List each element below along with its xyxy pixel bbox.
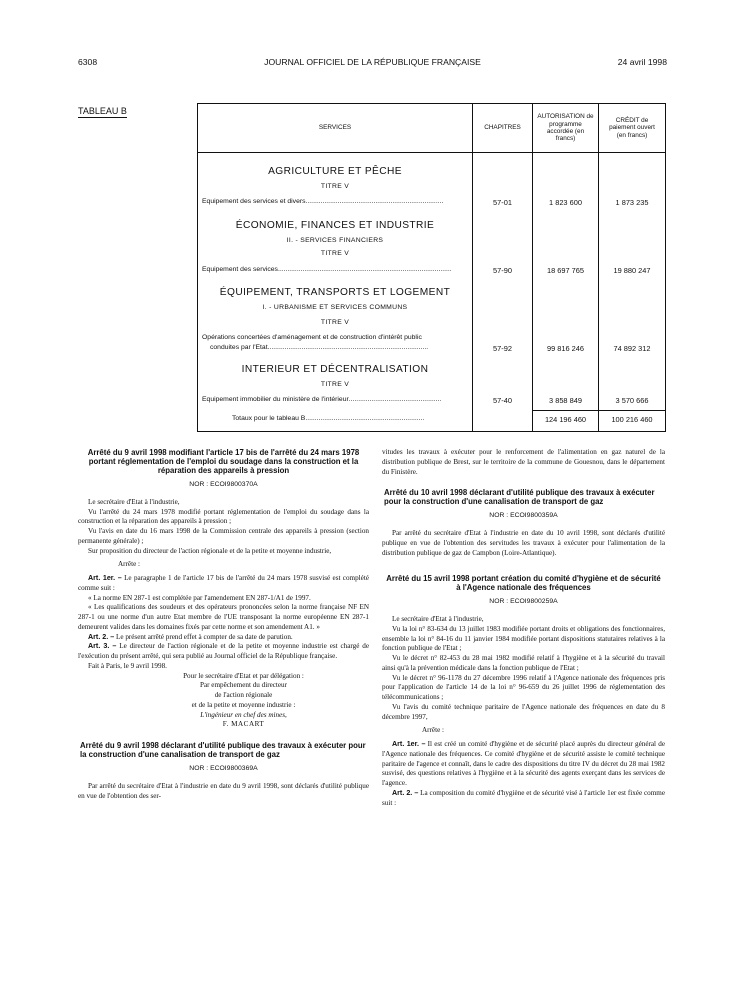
article: Art. 2. – La composition du comité d'hygiène et de sécurité visé à l'article 1er est fixée comme suit : — [382, 788, 665, 807]
row-label: Opérations concertées d'aménagement et de construction d'intérêt public — [202, 334, 422, 341]
signatory-name: F. MACART — [222, 720, 265, 729]
totals-label: Totaux pour le tableau B............................................................... — [232, 415, 425, 422]
row-credit: 19 880 247 — [613, 266, 651, 275]
article: Art. 1er. – Il est créé un comité d'hygiène et de sécurité placé auprès du directeur général de l'Agence nationale des fréquences. Ce comité d'hygiène et de sécurité assiste le comité technique paritaire de l'agence et connaît, dans le cadre des dispositions du titre IV du décret du 28 mai 1982 susvisé, des questions relatives à l'hygiène et à la sécurité des agents exerçant dans les services de l'agence. — [382, 740, 665, 787]
paragraph: Vu la loi n° 83-634 du 13 juillet 1983 modifiée portant droits et obligations des fonctionnaires, ensemble la loi n° 84-16 du 11 janvier 1984 modifiée portant dispositions statutaires relatives à la fonction publique de l'Etat ; — [382, 624, 665, 653]
paragraph: Par arrêté du secrétaire d'Etat à l'industrie en date du 9 avril 1998, sont déclarés d'utilité publique en vue de l'obtention des ser- — [78, 781, 369, 800]
paragraph: Vu le décret n° 96-1178 du 27 décembre 1996 relatif à l'Agence nationale des fréquences pris pour l'application de l'article 14 de la loi n° 96-659 du 26 juillet 1996 de réglementation des télécommunications ; — [382, 673, 665, 701]
signature-line: Par empêchement du directeur — [199, 681, 288, 690]
paragraph: Vu l'avis du comité technique paritaire de l'Agence nationale des fréquences en date du 8 décembre 1997, — [382, 702, 665, 721]
nor-reference: NOR : ECOI9800370A — [189, 481, 258, 488]
row-credit: 74 892 312 — [613, 344, 651, 353]
article: Art. 3. – Le directeur de l'action régionale et de la petite et moyenne industrie est chargé de l'exécution du présent arrêté, qui sera publié au Journal officiel de la République française. — [78, 642, 369, 660]
row-autorisation: 1 823 600 — [549, 198, 582, 207]
decree-title: Arrêté du 9 avril 1998 modifiant l'article 17 bis de l'arrêté du 24 mars 1978 portant réglementation de l'emploi du soudage dans la construction et la réparation des appareils à pression — [87, 448, 360, 475]
signature-line: L'ingénieur en chef des mines, — [200, 710, 287, 719]
paragraph: Sur proposition du directeur de l'action régionale et de la petite et moyenne industrie, — [88, 546, 332, 555]
article-label: Art. 1er. – — [88, 574, 122, 582]
row-chapitre: 57-01 — [493, 198, 512, 207]
row-label: Equipement des services et divers......................................................................... — [202, 198, 444, 205]
arrete-heading: Arrête : — [422, 726, 445, 735]
article: Art. 2. – Le présent arrêté prend effet à compter de sa date de parution. — [88, 632, 293, 641]
decree-title: Arrêté du 15 avril 1998 portant création du comité d'hygiène et de sécurité à l'Agence nationale des fréquences — [386, 574, 661, 593]
paragraph: vitudes les travaux à exécuter pour le renforcement de l'alimentation en gaz naturel de la distribution publique de Brest, sur le territoire de la commune de Gouesnou, dans le département du Finistère. — [382, 448, 665, 476]
tableau-b — [197, 103, 666, 432]
row-label: conduites par l'Etat..................................................................................... — [210, 344, 429, 351]
article-label: Art. 1er. – — [392, 740, 426, 748]
right-column — [382, 448, 665, 808]
row-chapitre: 57-40 — [493, 396, 512, 405]
section-subtitle: TITRE V — [320, 183, 350, 190]
row-label: Equipement des services............................................................................................ — [202, 266, 452, 273]
row-credit: 1 873 235 — [615, 198, 649, 207]
paragraph: Vu le décret n° 82-453 du 28 mai 1982 modifié relatif à l'hygiène et à la sécurité du travail ainsi qu'à la prévention médicale dans la fonction publique de l'Etat ; — [382, 654, 665, 672]
date-line: Fait à Paris, le 9 avril 1998. — [88, 661, 167, 670]
col-header-credit: CRÉDIT de paiement ouvert (en francs) — [609, 117, 655, 139]
row-credit: 3 570 666 — [615, 396, 649, 405]
row-chapitre: 57-90 — [493, 266, 512, 275]
section-title: INTERIEUR ET DÉCENTRALISATION — [241, 364, 429, 375]
paragraph: Vu l'arrêté du 24 mars 1978 modifié portant réglementation de l'emploi du soudage dans la construction et la réparation des appareils à pression ; — [78, 507, 369, 526]
row-autorisation: 18 697 765 — [547, 266, 584, 275]
tableau-label: TABLEAU B — [78, 106, 127, 116]
row-autorisation: 99 816 246 — [547, 344, 584, 353]
totals-autorisation: 124 196 460 — [544, 415, 587, 424]
paragraph: « La norme EN 287-1 est complétée par l'amendement EN 287-1/A1 de 1997. — [88, 593, 311, 602]
section-subtitle: II. - SERVICES FINANCIERS — [286, 237, 384, 244]
signature-line: Pour le secrétaire d'Etat et par délégation : — [183, 671, 304, 680]
paragraph: Le secrétaire d'Etat à l'industrie, — [392, 615, 484, 623]
col-header-services: SERVICES — [318, 124, 352, 132]
arrete-heading: Arrête : — [118, 560, 141, 569]
section-title: ÉQUIPEMENT, TRANSPORTS ET LOGEMENT — [219, 287, 451, 298]
article-label: Art. 2. – — [88, 632, 115, 641]
paragraph: « Les qualifications des soudeurs et des opérateurs prononcées selon la norme française NF EN 287-1 ou une norme d'un autre Etat membre de l'UE transposant la norme européenne EN 287-1 demeurent valides dans les domaines fixés par cette norme et son amendement A1. » — [78, 603, 369, 631]
section-title: AGRICULTURE ET PÊCHE — [268, 166, 402, 177]
row-chapitre: 57-92 — [493, 344, 512, 353]
decree-title: Arrêté du 10 avril 1998 déclarant d'utilité publique des travaux à exécuter pour la construction d'une canalisation de transport de gaz — [384, 488, 655, 507]
nor-reference: NOR : ECOI9800359A — [489, 512, 558, 520]
section-subtitle: TITRE V — [320, 319, 350, 326]
totals-separator — [532, 410, 665, 411]
header-separator — [198, 152, 665, 153]
section-title: ÉCONOMIE, FINANCES ET INDUSTRIE — [235, 220, 435, 231]
row-autorisation: 3 858 849 — [549, 396, 582, 405]
decree-title: Arrêté du 9 avril 1998 déclarant d'utilité publique des travaux à exécuter pour la construction d'une canalisation de transport de gaz — [80, 741, 366, 759]
nor-reference: NOR : ECOI9800259A — [489, 598, 558, 606]
paragraph: Par arrêté du secrétaire d'Etat à l'industrie en date du 10 avril 1998, sont déclarés d'utilité publique en vue de l'obtention des servitudes les travaux à exécuter pour l'alimentation de la distribution publique de gaz de Campbon (Loire-Atlantique). — [382, 529, 665, 557]
article-label: Art. 2. – — [392, 788, 419, 797]
article: Art. 1er. – Le paragraphe 1 de l'article 17 bis de l'arrêté du 24 mars 1978 susvisé est complété comme suit : — [78, 574, 369, 592]
signature-line: de l'action régionale — [214, 691, 273, 699]
left-column — [78, 448, 369, 801]
row-label: Equipement immobilier du ministère de l'intérieur................................................. — [202, 396, 442, 403]
section-subtitle: I. - URBANISME ET SERVICES COMMUNS — [262, 304, 408, 311]
section-subtitle: TITRE V — [320, 250, 350, 257]
col-header-autorisation: AUTORISATION de programme accordée (en francs) — [537, 113, 594, 143]
totals-credit: 100 216 460 — [611, 415, 653, 424]
page-number: 6308 — [78, 57, 98, 67]
journal-title: JOURNAL OFFICIEL DE LA RÉPUBLIQUE FRANÇAISE — [264, 57, 481, 67]
article-label: Art. 3. – — [88, 642, 117, 651]
col-header-chapitres: CHAPITRES — [484, 124, 521, 132]
signature-line: et de la petite et moyenne industrie : — [191, 700, 296, 709]
nor-reference: NOR : ECOI9800369A — [189, 765, 258, 772]
section-subtitle: TITRE V — [320, 381, 350, 388]
paragraph: Vu l'avis en date du 16 mars 1998 de la Commission centrale des appareils à pression (section permanente générale) ; — [78, 527, 369, 545]
issue-date: 24 avril 1998 — [617, 57, 667, 67]
page-header — [78, 57, 667, 71]
paragraph: Le secrétaire d'Etat à l'industrie, — [88, 497, 180, 506]
